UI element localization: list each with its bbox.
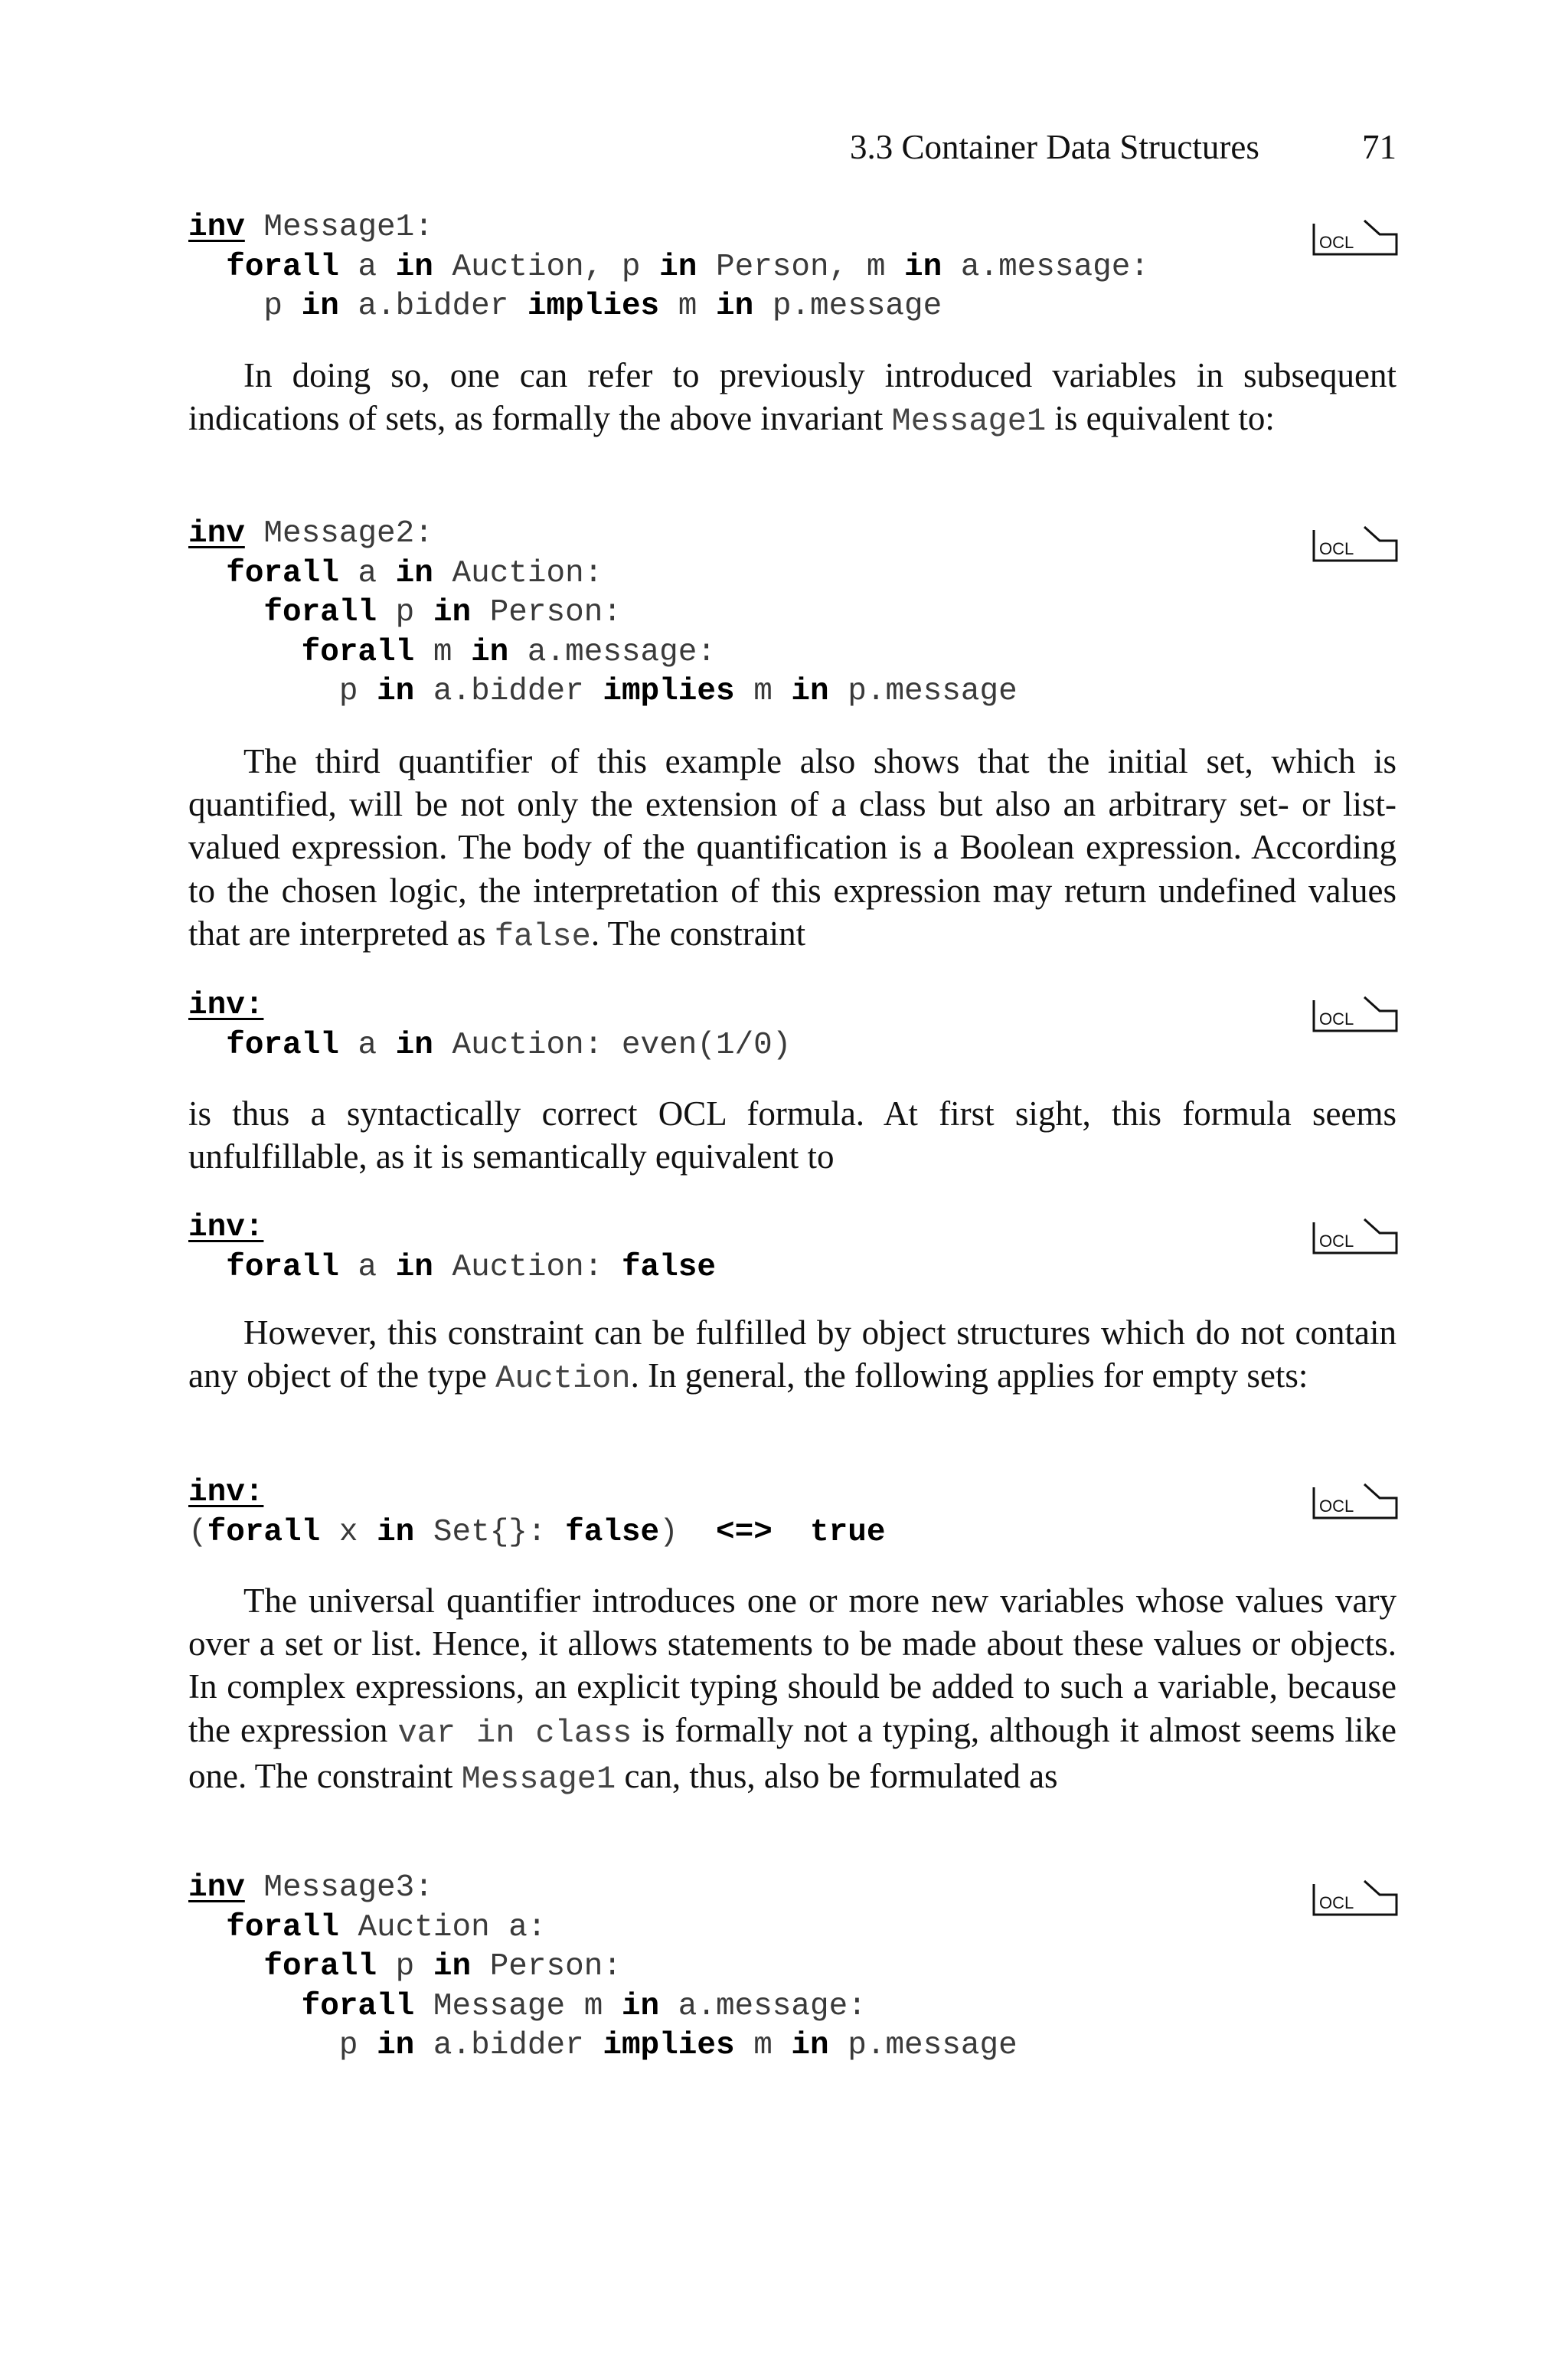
paragraph-4: However, this constraint can be fulfilled by object structures which do not contain any object of the type Auction. In general, the following applies for empty sets: (188, 1313, 1396, 1398)
ocl-badge-icon (1312, 1483, 1398, 1519)
code-line: inv: (188, 988, 264, 1023)
code-line: p in a.bidder implies m in p.message (338, 2028, 1018, 2063)
ocl-badge-label: OCL (1319, 1009, 1354, 1029)
inline-code: false (494, 918, 591, 955)
code-block-message1 (188, 208, 1149, 327)
code-line: forall a in Auction: even(1/0) (226, 1027, 792, 1063)
code-line: inv: (188, 1210, 264, 1245)
ocl-badge-label: OCL (1319, 1893, 1354, 1912)
code-line: inv Message3: (188, 1870, 433, 1905)
ocl-badge-label: OCL (1319, 539, 1354, 558)
ocl-badge-label: OCL (1319, 233, 1354, 252)
code-line: forall Auction a: (226, 1909, 547, 1945)
ocl-badge-icon (1312, 1879, 1398, 1916)
paragraph-1: In doing so, one can refer to previously introduced variables in subsequent indications of sets, as formally the above invariant Message1 is equivalent to: (188, 356, 1396, 440)
code-line: inv Message2: (188, 516, 433, 551)
inline-code: Auction (495, 1360, 631, 1398)
keyword: inv (188, 210, 245, 245)
code-line: forall a in Auction: (226, 555, 603, 591)
inline-code: var in class (397, 1714, 632, 1752)
code-line: inv Message1: (188, 210, 433, 245)
code-block-empty-set (188, 1474, 885, 1552)
paragraph-2: The third quantifier of this example also shows that the initial set, which is quantified, will be not only the extension of a class but also an arbitrary set- or list-valued expression. The body of the quantification is a Boolean expression. According to the chosen logic, the interpretation of this expression may return undefined values that are interpreted as false. The constraint (188, 742, 1396, 955)
code-block-even (188, 986, 791, 1065)
code-line: inv: (188, 1475, 264, 1510)
code-line: p in a.bidder implies m in p.message (338, 674, 1018, 709)
code-line: forall a in Auction: false (226, 1249, 716, 1285)
ocl-badge-icon (1312, 996, 1398, 1032)
ocl-badge-label: OCL (1319, 1496, 1354, 1516)
page-number: 71 (1362, 128, 1396, 166)
paragraph-3: is thus a syntactically correct OCL formula. At first sight, this formula seems unfulfillable, as it is semantically equivalent to (188, 1094, 1396, 1176)
code-line: forall p in Person: (263, 1949, 622, 1984)
running-header (850, 127, 1396, 170)
ocl-badge-label: OCL (1319, 1232, 1354, 1251)
section-title: 3.3 Container Data Structures (850, 128, 1259, 166)
ocl-badge-icon (1312, 1218, 1398, 1254)
ocl-badge-icon (1312, 219, 1398, 256)
ocl-badge-icon (1312, 525, 1398, 562)
code-line: (forall x in Set{}: false) <=> true (188, 1514, 886, 1550)
inline-code: Message1 (891, 403, 1047, 440)
code-line: forall Message m in a.message: (301, 1988, 867, 2024)
paragraph-5: The universal quantifier introduces one or more new variables whose values vary over a set or list. Hence, it allows statements to be made about these values or objects. In complex expressions, an explicit typing should be added to such a variable, because the expression var in class is formally not a typing, although it almost seems like one. The constraint Message1 can, thus, also be formulated as (188, 1582, 1397, 1797)
inline-code: Message1 (461, 1760, 616, 1797)
code-block-false (188, 1209, 716, 1287)
code-line: forall p in Person: (263, 595, 622, 630)
code-line: forall a in Auction, p in Person, m in a.message: (226, 249, 1149, 285)
code-block-message3 (188, 1869, 1018, 2066)
code-line: p in a.bidder implies m in p.message (263, 289, 942, 324)
code-block-message2 (188, 515, 1018, 712)
code-line: forall m in a.message: (301, 634, 716, 670)
